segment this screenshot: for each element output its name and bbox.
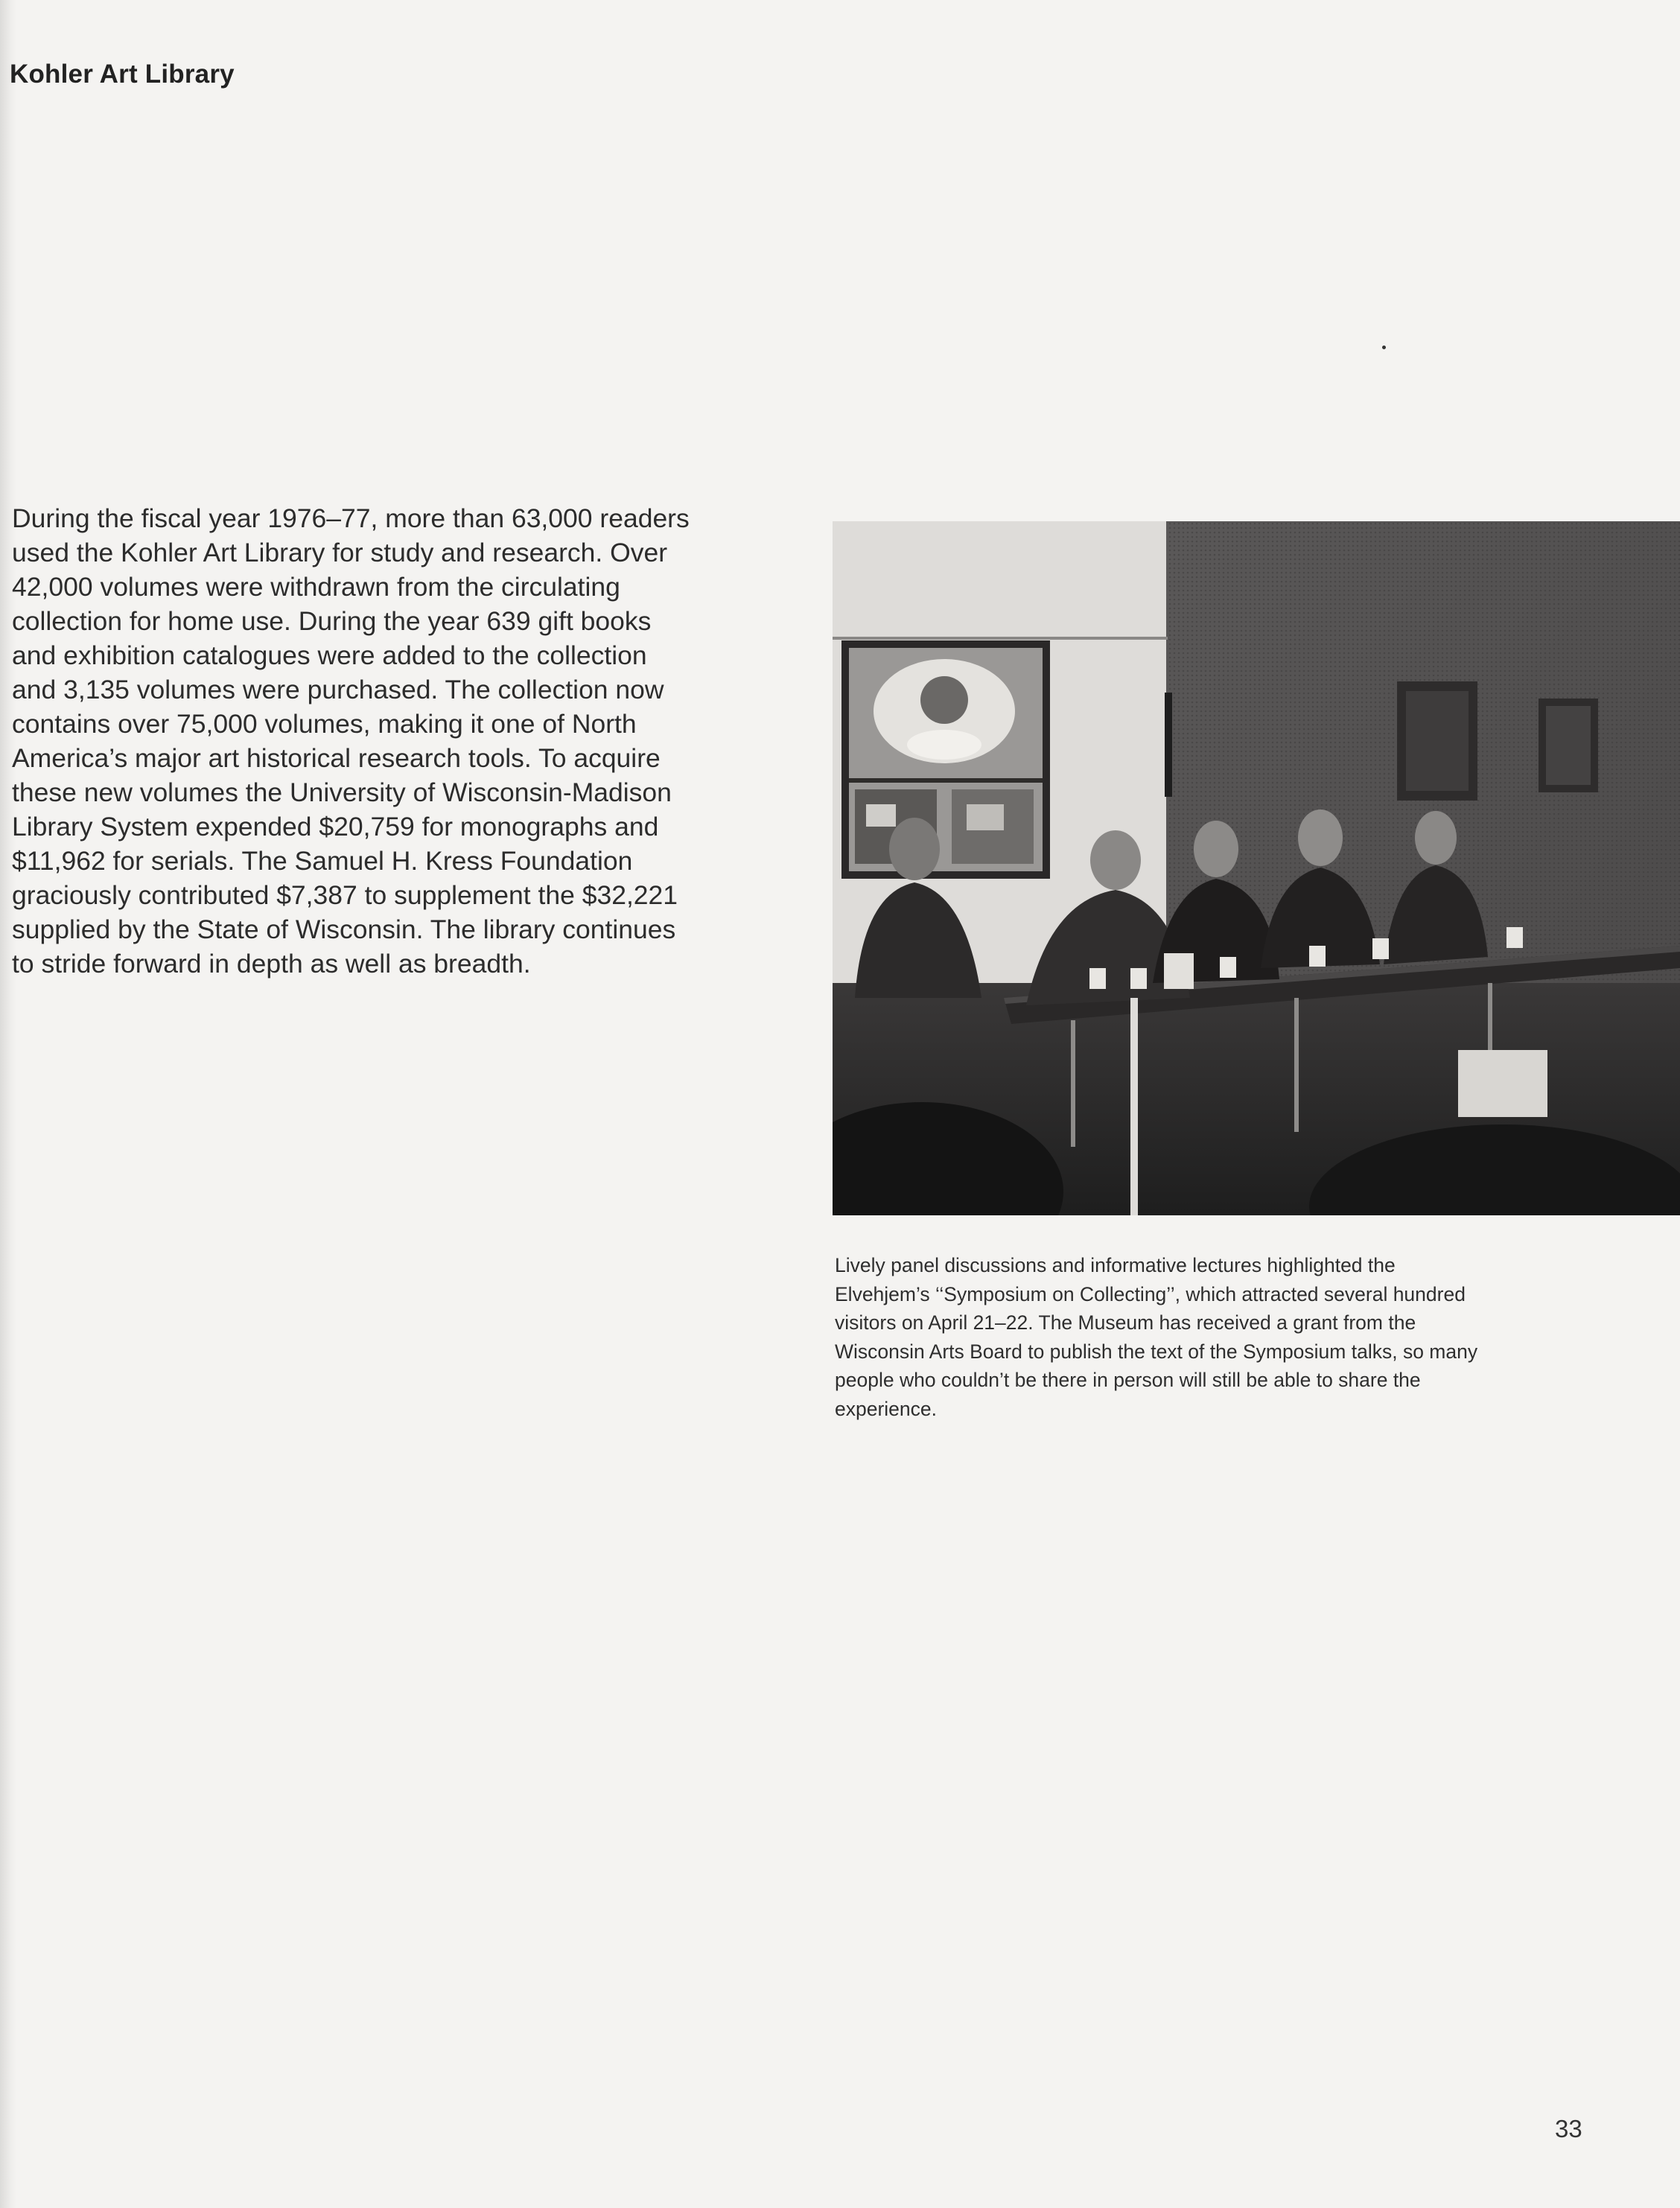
section-heading: Kohler Art Library	[10, 60, 235, 89]
caption-line: experience.	[835, 1397, 938, 1420]
caption-line: people who couldn’t be there in person will still be able to share the	[835, 1369, 1421, 1391]
body-line: and exhibition catalogues were added to the collection	[12, 640, 647, 670]
body-line: used the Kohler Art Library for study and research. Over	[12, 538, 668, 567]
caption-line: Lively panel discussions and informative lectures highlighted the	[835, 1254, 1396, 1276]
body-line: 42,000 volumes were withdrawn from the circulating	[12, 572, 620, 602]
body-line: and 3,135 volumes were purchased. The collection now	[12, 675, 664, 704]
page-spine-shadow	[0, 0, 16, 2208]
photo-caption	[835, 1251, 1680, 1423]
panel-discussion-photo	[833, 521, 1680, 1215]
caption-line: Wisconsin Arts Board to publish the text of the Symposium talks, so many	[835, 1340, 1478, 1363]
body-line: collection for home use. During the year 639 gift books	[12, 606, 652, 636]
print-speck	[1382, 346, 1386, 349]
page-number: 33	[1555, 2115, 1582, 2142]
body-line: supplied by the State of Wisconsin. The library continues	[12, 914, 676, 944]
body-line: graciously contributed $7,387 to supplement the $32,221	[12, 880, 678, 910]
body-line: these new volumes the University of Wisconsin-Madison	[12, 777, 672, 807]
body-line: America’s major art historical research tools. To acquire	[12, 743, 661, 773]
caption-line: visitors on April 21–22. The Museum has received a grant from the	[835, 1311, 1416, 1334]
body-paragraph	[12, 501, 779, 981]
body-line: Library System expended $20,759 for monographs and	[12, 812, 659, 841]
body-line: During the fiscal year 1976–77, more than 63,000 readers	[12, 503, 690, 533]
body-line: to stride forward in depth as well as breadth.	[12, 949, 531, 979]
body-line: $11,962 for serials. The Samuel H. Kress Foundation	[12, 846, 633, 876]
caption-line: Elvehjem’s ‘‘Symposium on Collecting’’, which attracted several hundred	[835, 1282, 1466, 1305]
quilt-artwork	[841, 640, 1050, 879]
body-line: contains over 75,000 volumes, making it one of North	[12, 709, 637, 739]
